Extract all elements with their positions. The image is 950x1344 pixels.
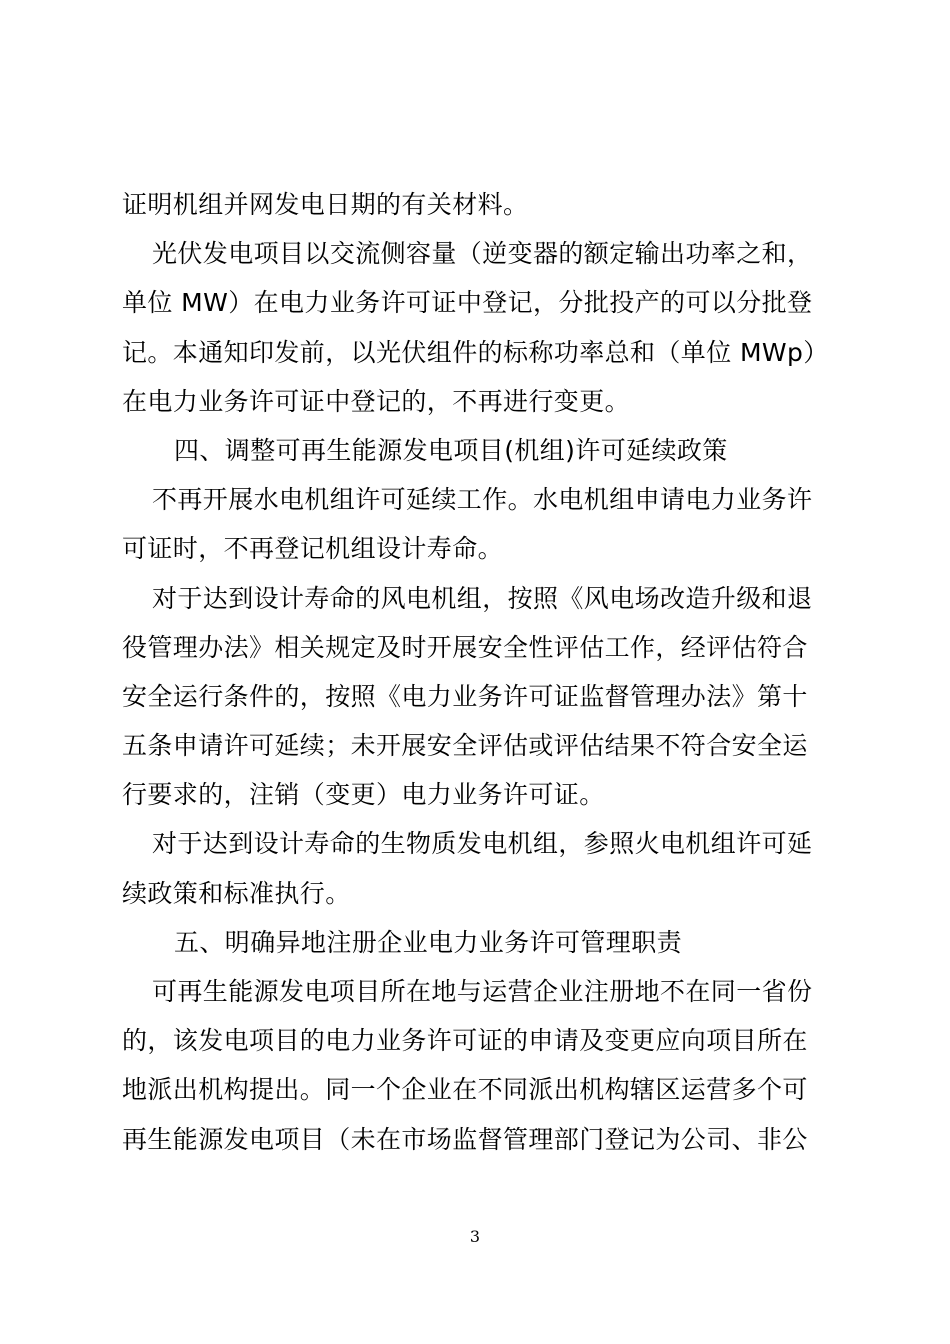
- text-line: 役管理办法》相关规定及时开展安全性评估工作，经评估符合: [122, 632, 808, 662]
- text-line: 单位 MW）在电力业务许可证中登记，分批投产的可以分批登: [122, 288, 813, 318]
- text-line: 可证时，不再登记机组设计寿命。: [122, 534, 504, 564]
- body-text: [122, 180, 832, 1164]
- page-number: 3: [469, 1227, 481, 1246]
- paragraph-start: 对于达到设计寿命的风电机组，按照《风电场改造升级和退: [152, 583, 813, 613]
- text-line: 记。本通知印发前，以光伏组件的标称功率总和（单位 MWp）: [122, 337, 829, 367]
- text-line: 的，该发电项目的电力业务许可证的申请及变更应向项目所在: [122, 1026, 808, 1056]
- section-heading: 四、调整可再生能源发电项目(机组)许可延续政策: [174, 435, 728, 465]
- section-heading: 五、明确异地注册企业电力业务许可管理职责: [174, 927, 683, 957]
- paragraph-start: 对于达到设计寿命的生物质发电机组，参照火电机组许可延: [152, 829, 813, 859]
- text-line: 在电力业务许可证中登记的，不再进行变更。: [122, 386, 631, 416]
- paragraph-start: 光伏发电项目以交流侧容量（逆变器的额定输出功率之和，: [152, 239, 813, 269]
- paragraph-start: 不再开展水电机组许可延续工作。水电机组申请电力业务许: [152, 485, 813, 515]
- text-line: 续政策和标准执行。: [122, 878, 351, 908]
- paragraph-start: 可再生能源发电项目所在地与运营企业注册地不在同一省份: [152, 977, 813, 1006]
- text-line: 行要求的，注销（变更）电力业务许可证。: [122, 780, 605, 810]
- text-line: 再生能源发电项目（未在市场监督管理部门登记为公司、非公: [122, 1124, 808, 1154]
- text-line: 证明机组并网发电日期的有关材料。: [122, 190, 529, 219]
- text-line: 地派出机构提出。同一个企业在不同派出机构辖区运营多个可: [122, 1075, 808, 1105]
- text-line: 五条申请许可延续；未开展安全评估或评估结果不符合安全运: [122, 731, 808, 761]
- text-line: 安全运行条件的，按照《电力业务许可证监督管理办法》第十: [122, 681, 808, 711]
